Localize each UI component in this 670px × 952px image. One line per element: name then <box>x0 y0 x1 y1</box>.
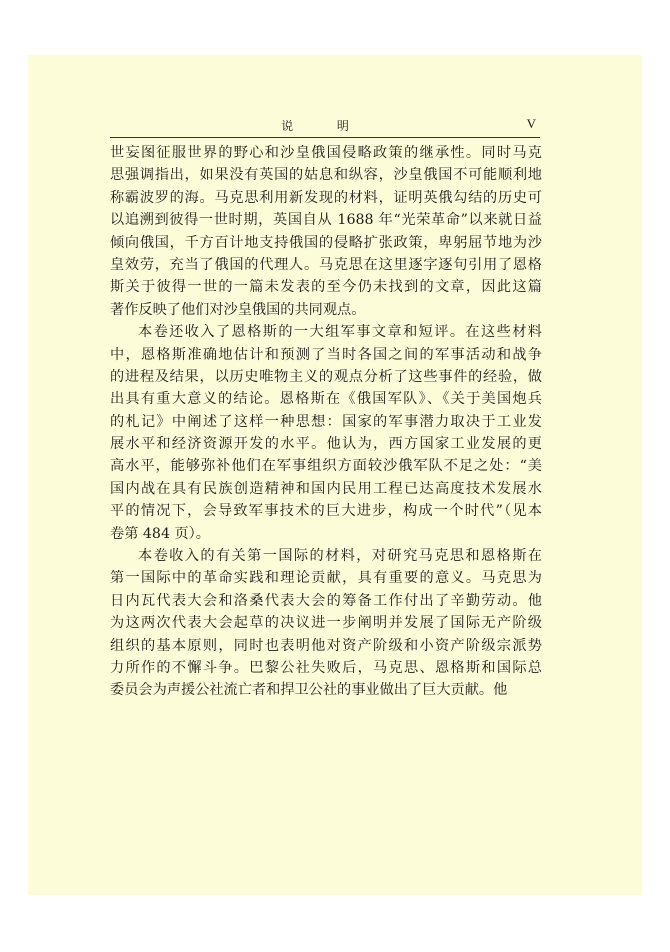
text-line: 高水平，能够弥补他们在军事组织方面较沙俄军队不足之处：“美 <box>110 458 542 475</box>
text-line: 本卷还收入了恩格斯的一大组军事文章和短评。在这些材料 <box>138 324 542 341</box>
text-line: 为这两次代表大会起草的决议进一步阐明并发展了国际无产阶级 <box>110 615 542 632</box>
text-line: 的进程及结果，以历史唯物主义的观点分析了这些事件的经验，做 <box>110 368 542 385</box>
text-line: 平的情况下，会导致军事技术的巨大进步，构成一个时代”（见本 <box>110 503 542 520</box>
paragraph <box>110 545 542 702</box>
text-line: 力所作的不懈斗争。巴黎公社失败后，马克思、恩格斯和国际总 <box>110 659 542 676</box>
text-line: 斯关于彼得一世的一篇未发表的至今仍未找到的文章，因此这篇 <box>110 279 542 296</box>
text-line: 日内瓦代表大会和洛桑代表大会的筹备工作付出了辛勤劳动。他 <box>110 592 542 609</box>
text-line: 世妄图征服世界的野心和沙皇俄国侵略政策的继承性。同时马克 <box>110 145 542 161</box>
text-line: 思强调指出，如果没有英国的姑息和纵容，沙皇俄国不可能顺利地 <box>110 167 542 184</box>
paragraph <box>110 321 542 545</box>
text-line: 的札记》中阐述了这样一种思想：国家的军事潜力取决于工业发 <box>110 413 542 430</box>
text-line: 组织的基本原则，同时也表明他对资产阶级和小资产阶级宗派势 <box>110 637 542 654</box>
text-line: 卷第 484 页）。 <box>110 525 210 542</box>
text-line: 倾向俄国，千方百计地支持俄国的侵略扩张政策，卑躬屈节地为沙 <box>110 234 542 251</box>
text-line: 著作反映了他们对沙皇俄国的共同观点。 <box>110 301 366 318</box>
body-text <box>110 142 542 702</box>
text-line: 皇效劳，充当了俄国的代理人。马克思在这里逐字逐句引用了恩格 <box>110 256 542 273</box>
running-header <box>110 115 540 138</box>
header-title: 说 明 <box>281 119 369 133</box>
text-line: 本卷收入的有关第一国际的材料，对研究马克思和恩格斯在 <box>138 548 542 565</box>
text-line: 以追溯到彼得一世时期，英国自从 1688 年“光荣革命”以来就日益 <box>110 212 542 229</box>
text-line: 出具有重大意义的结论。恩格斯在《俄国军队》、《关于美国炮兵 <box>110 391 542 408</box>
paragraph <box>110 142 542 321</box>
text-line: 中，恩格斯准确地估计和预测了当时各国之间的军事活动和战争 <box>110 346 542 363</box>
text-line: 委员会为声援公社流亡者和捍卫公社的事业做出了巨大贡献。他 <box>110 682 508 699</box>
text-line: 第一国际中的革命实践和理论贡献，具有重要的意义。马克思为 <box>110 570 542 587</box>
text-line: 称霸波罗的海。马克思利用新发现的材料，证明英俄勾结的历史可 <box>110 189 542 206</box>
page-number: V <box>526 116 536 131</box>
text-line: 展水平和经济资源开发的水平。他认为，西方国家工业发展的更 <box>110 436 542 453</box>
text-line: 国内战在具有民族创造精神和国内民用工程已达高度技术发展水 <box>110 480 542 497</box>
